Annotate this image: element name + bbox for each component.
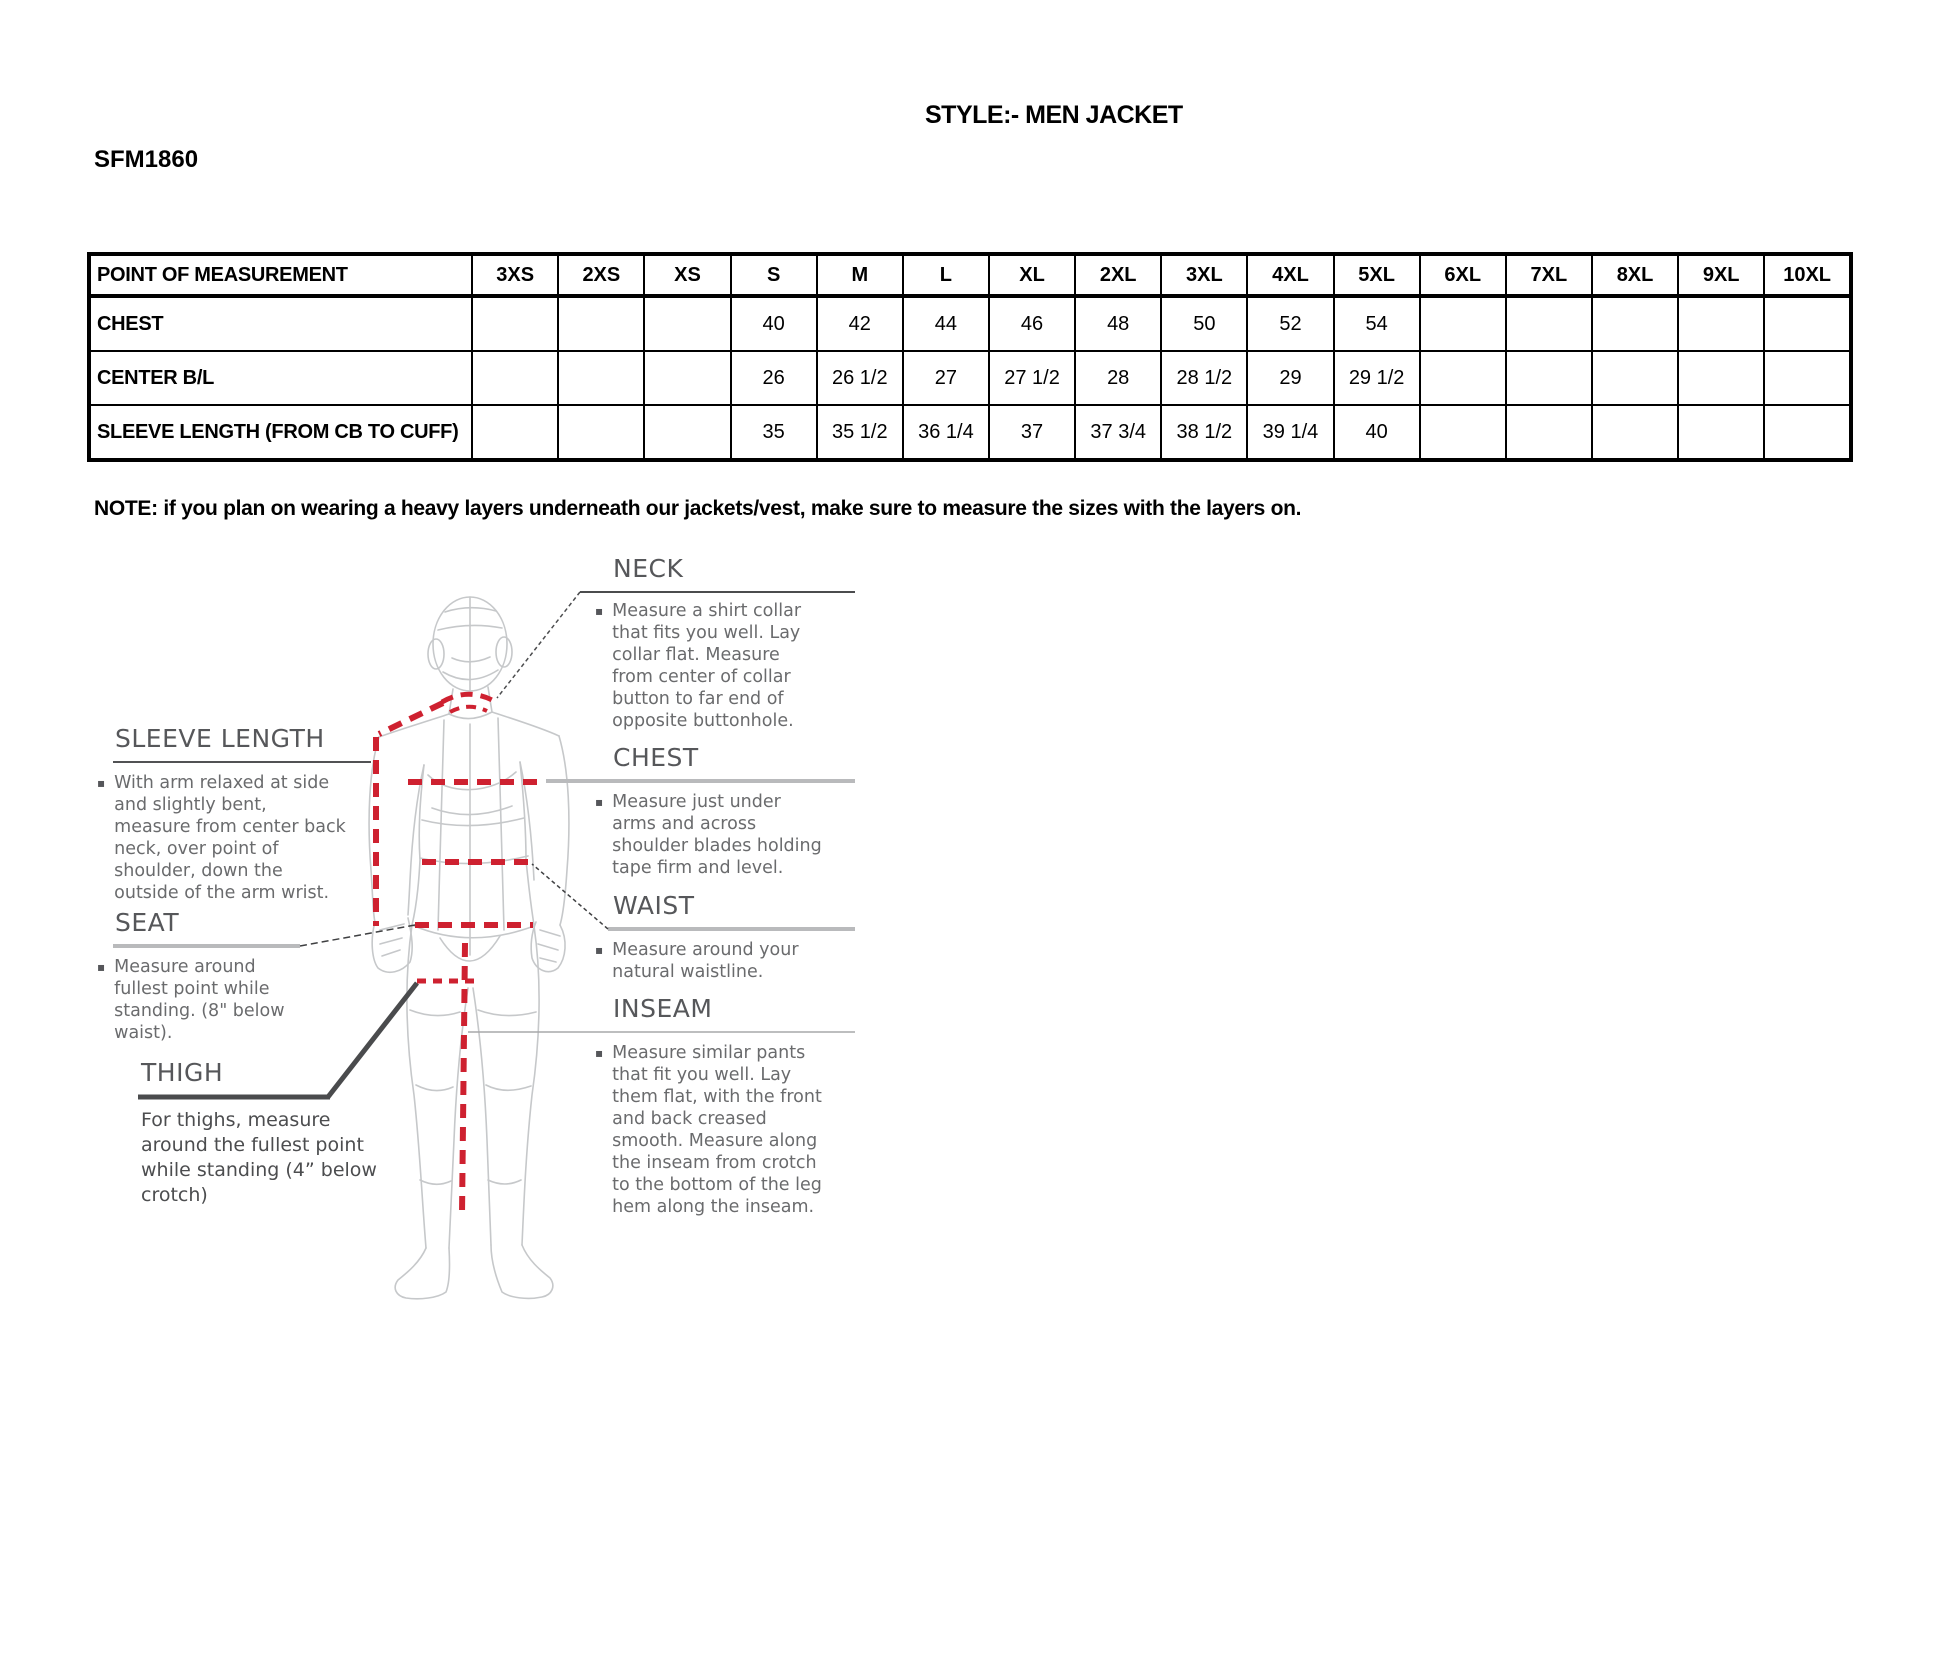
measurement-cell: 38 1/2 xyxy=(1161,405,1247,460)
chest-heading: CHEST xyxy=(613,743,699,772)
column-header-size: 10XL xyxy=(1764,255,1850,297)
column-header-point-of-measurement: POINT OF MEASUREMENT xyxy=(90,255,473,297)
column-header-size: XL xyxy=(989,255,1075,297)
measurement-cell: 37 3/4 xyxy=(1075,405,1161,460)
seat-heading: SEAT xyxy=(115,908,180,937)
column-header-size: M xyxy=(817,255,903,297)
chest-description: ▪ Measure just under arms and across shoulder blades holding tape firm and level. xyxy=(595,792,822,878)
measurement-cell: 29 1/2 xyxy=(1334,351,1420,405)
bullet-square-icon: ▪ xyxy=(595,943,604,957)
measurement-cell: 26 xyxy=(731,351,817,405)
measurement-cell: 42 xyxy=(817,296,903,351)
measurement-cell: 46 xyxy=(989,296,1075,351)
column-header-size: S xyxy=(731,255,817,297)
column-header-size: 3XL xyxy=(1161,255,1247,297)
measurement-cell: 50 xyxy=(1161,296,1247,351)
neck-heading: NECK xyxy=(613,554,684,583)
measurement-cell: 35 xyxy=(731,405,817,460)
inseam-measure-line xyxy=(462,943,465,1214)
column-header-size: 9XL xyxy=(1678,255,1764,297)
measurement-cell: 36 1/4 xyxy=(903,405,989,460)
neck-pointer-line xyxy=(497,592,580,698)
measurement-cell: 44 xyxy=(903,296,989,351)
measurement-cell: 40 xyxy=(1334,405,1420,460)
inseam-description: ▪ Measure similar pants that fit you well. Lay them flat, with the front and back creased smooth. Measure along the inseam from crotch to the bottom of the leg hem along the inseam. xyxy=(595,1043,822,1217)
column-header-size: 8XL xyxy=(1592,255,1678,297)
measurement-cell: 39 1/4 xyxy=(1247,405,1333,460)
waist-description: ▪ Measure around your natural waistline. xyxy=(595,940,799,982)
measurement-cell: 26 1/2 xyxy=(817,351,903,405)
column-header-size: 4XL xyxy=(1247,255,1333,297)
measurement-cell: 48 xyxy=(1075,296,1161,351)
measurement-cell: 29 xyxy=(1247,351,1333,405)
seat-pointer-line xyxy=(300,925,415,946)
column-header-size: 6XL xyxy=(1420,255,1506,297)
row-label: CHEST xyxy=(90,296,473,351)
measurement-cell: 35 1/2 xyxy=(817,405,903,460)
page-title: STYLE:- MEN JACKET xyxy=(925,101,1183,129)
thigh-pointer-line xyxy=(328,983,417,1097)
row-label: SLEEVE LENGTH (FROM CB TO CUFF) xyxy=(90,405,473,460)
neck-measure-line xyxy=(442,694,494,702)
column-header-size: 3XS xyxy=(472,255,558,297)
column-header-size: L xyxy=(903,255,989,297)
measurement-cell: 52 xyxy=(1247,296,1333,351)
row-label: CENTER B/L xyxy=(90,351,473,405)
measurement-cell: 27 xyxy=(903,351,989,405)
column-header-size: 5XL xyxy=(1334,255,1420,297)
sleeve-length-description: ▪ With arm relaxed at side and slightly bent, measure from center back neck, over point of shoulder, down the outside of the arm wrist. xyxy=(97,773,346,903)
column-header-size: XS xyxy=(644,255,730,297)
thigh-description: For thighs, measure around the fullest point while standing (4” below crotch) xyxy=(141,1109,377,1206)
bullet-square-icon: ▪ xyxy=(595,604,604,618)
bullet-square-icon: ▪ xyxy=(97,776,106,790)
sleeve-length-heading: SLEEVE LENGTH xyxy=(115,724,325,753)
column-header-size: 2XL xyxy=(1075,255,1161,297)
measurement-cell: 28 xyxy=(1075,351,1161,405)
bullet-square-icon: ▪ xyxy=(595,795,604,809)
seat-description: ▪ Measure around fullest point while standing. (8" below waist). xyxy=(97,957,285,1043)
neck-description: ▪ Measure a shirt collar that fits you well. Lay collar flat. Measure from center of collar button to far end of opposite buttonhole. xyxy=(595,601,802,731)
bullet-square-icon: ▪ xyxy=(97,960,106,974)
waist-heading: WAIST xyxy=(613,891,695,920)
thigh-heading: THIGH xyxy=(141,1058,224,1087)
column-header-size: 2XS xyxy=(558,255,644,297)
inseam-heading: INSEAM xyxy=(613,994,713,1023)
measurement-cell: 37 xyxy=(989,405,1075,460)
note-text: NOTE: if you plan on wearing a heavy layers underneath our jackets/vest, make sure to measure the sizes with the layers on. xyxy=(94,497,1302,520)
measurement-cell: 28 1/2 xyxy=(1161,351,1247,405)
mannequin-wireframe xyxy=(369,597,569,1299)
style-code: SFM1860 xyxy=(94,146,199,173)
measurement-cell: 54 xyxy=(1334,296,1420,351)
column-header-size: 7XL xyxy=(1506,255,1592,297)
neck-measure-line-2 xyxy=(450,707,487,712)
bullet-square-icon: ▪ xyxy=(595,1046,604,1060)
measurement-cell: 40 xyxy=(731,296,817,351)
measurement-cell: 27 1/2 xyxy=(989,351,1075,405)
